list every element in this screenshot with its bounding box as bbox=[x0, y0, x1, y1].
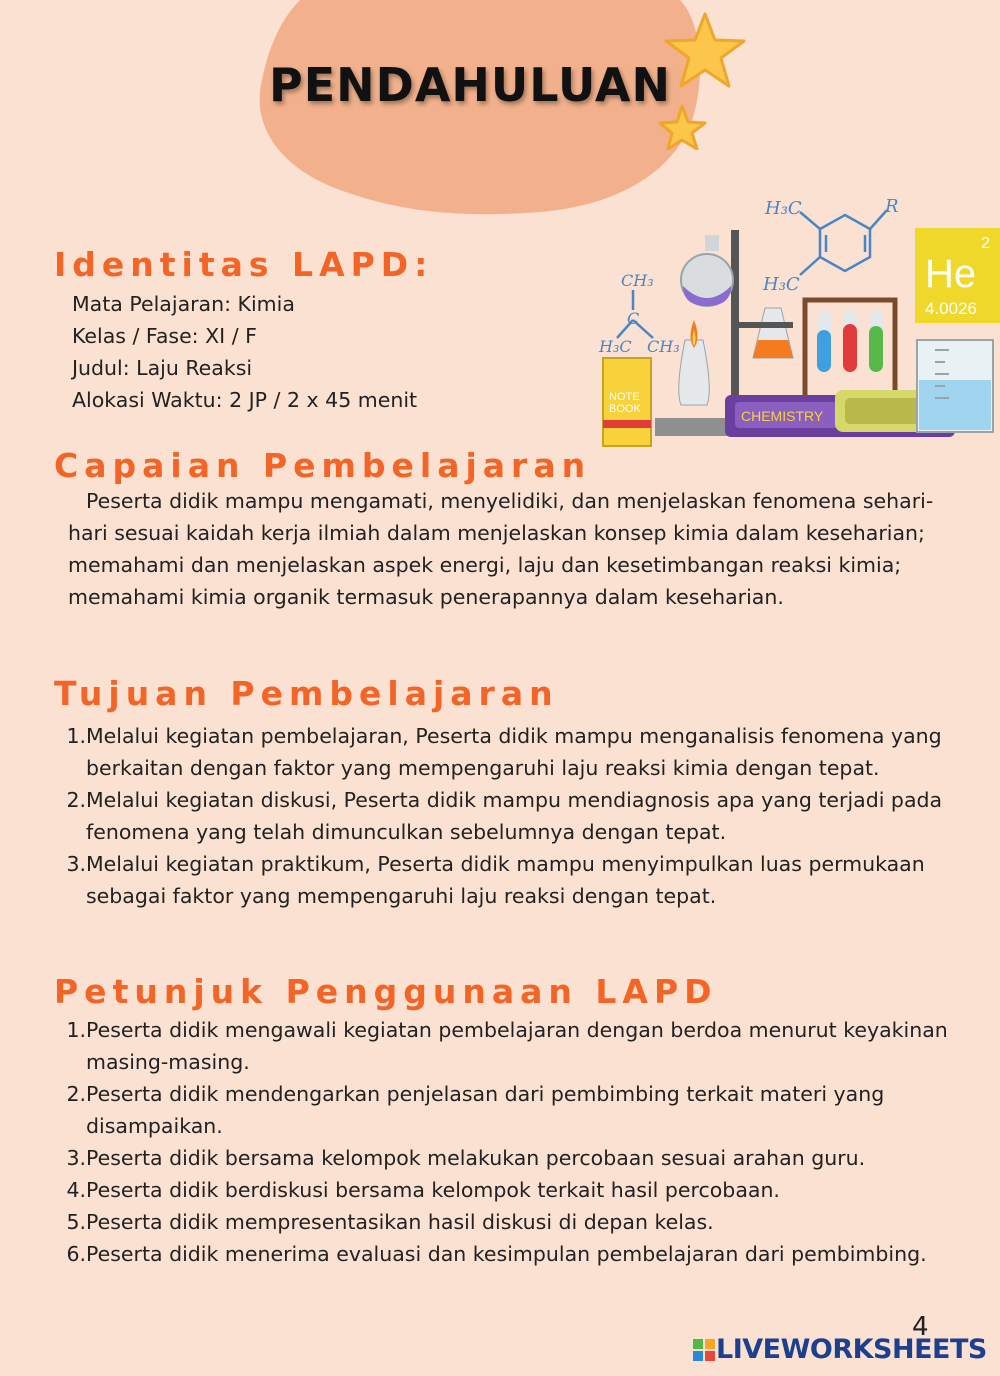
identity-line: Kelas / Fase: XI / F bbox=[72, 324, 257, 348]
book-label: CHEMISTRY bbox=[741, 408, 824, 424]
list-item: 3. Melalui kegiatan praktikum, Peserta didik mampu menyimpulkan luas permukaan sebagai faktor yang mempengaruhi laju reaksi dengan tepat. bbox=[66, 852, 925, 908]
petunjuk-list bbox=[64, 1014, 964, 1270]
watermark bbox=[692, 1334, 987, 1365]
molecule-label: CH₃ bbox=[621, 271, 654, 290]
molecule-label: H₃C bbox=[763, 274, 800, 295]
page-title: PENDAHULUAN bbox=[269, 58, 671, 112]
molecule-label: CH₃ bbox=[647, 337, 680, 356]
watermark-text: LIVEWORKSHEETS bbox=[716, 1334, 987, 1365]
molecule-label: R bbox=[885, 196, 899, 217]
identity-line: Judul: Laju Reaksi bbox=[72, 356, 253, 380]
list-item: 5. Peserta didik mempresentasikan hasil diskusi di depan kelas. bbox=[66, 1210, 714, 1234]
molecule-label: C bbox=[627, 309, 640, 328]
molecule-label: H₃C bbox=[765, 198, 802, 219]
tujuan-list bbox=[64, 720, 964, 912]
page-number: 4 bbox=[912, 1312, 929, 1342]
liveworksheets-logo-icon bbox=[692, 1338, 716, 1362]
list-item: 1. Peserta didik mengawali kegiatan pembelajaran dengan berdoa menurut keyakinan masing-masing. bbox=[66, 1018, 948, 1074]
chemistry-illustration bbox=[595, 190, 1000, 455]
list-item: 2. Melalui kegiatan diskusi, Peserta didik mampu mendiagnosis apa yang terjadi pada fenomena yang telah dimunculkan sebelumnya dengan tepat. bbox=[66, 788, 943, 844]
section-heading-tujuan: Tujuan Pembelajaran bbox=[54, 674, 559, 713]
element-mass: 4.0026 bbox=[925, 299, 977, 318]
list-item: 4. Peserta didik berdiskusi bersama kelompok terkait hasil percobaan. bbox=[66, 1178, 780, 1202]
molecule-label: H₃C bbox=[599, 337, 632, 356]
identity-list bbox=[72, 288, 417, 416]
identity-line: Alokasi Waktu: 2 JP / 2 x 45 menit bbox=[72, 388, 418, 412]
element-number: 2 bbox=[981, 235, 990, 252]
capaian-paragraph: Peserta didik mampu mengamati, menyelidiki, dan menjelaskan fenomena sehari-hari sesuai kaidah kerja ilmiah dalam menjelaskan konsep kimia dalam keseharian; memahami dan menjelaskan aspek energi, laju dan kesetimbangan reaksi kimia; memahami kimia organik termasuk penerapannya dalam keseharian. bbox=[68, 489, 934, 609]
notebook-label: BOOK bbox=[609, 403, 641, 415]
element-symbol: He bbox=[925, 252, 977, 296]
section-heading-identitas: Identitas LAPD: bbox=[54, 245, 434, 284]
identity-line: Mata Pelajaran: Kimia bbox=[72, 292, 295, 316]
list-item: 6. Peserta didik menerima evaluasi dan kesimpulan pembelajaran dari pembimbing. bbox=[66, 1242, 927, 1266]
list-item: 2. Peserta didik mendengarkan penjelasan dari pembimbing terkait materi yang disampaikan. bbox=[66, 1082, 885, 1138]
section-heading-petunjuk: Petunjuk Penggunaan LAPD bbox=[54, 972, 718, 1011]
list-item: 1. Melalui kegiatan pembelajaran, Peserta didik mampu menganalisis fenomena yang berkaitan dengan faktor yang mempengaruhi laju reaksi kimia dengan tepat. bbox=[66, 724, 942, 780]
element-card bbox=[915, 228, 1000, 323]
section-heading-capaian: Capaian Pembelajaran bbox=[54, 446, 592, 485]
star-icon bbox=[650, 10, 760, 150]
list-item: 3. Peserta didik bersama kelompok melakukan percobaan sesuai arahan guru. bbox=[66, 1146, 866, 1170]
notebook-label: NOTE bbox=[609, 391, 640, 403]
